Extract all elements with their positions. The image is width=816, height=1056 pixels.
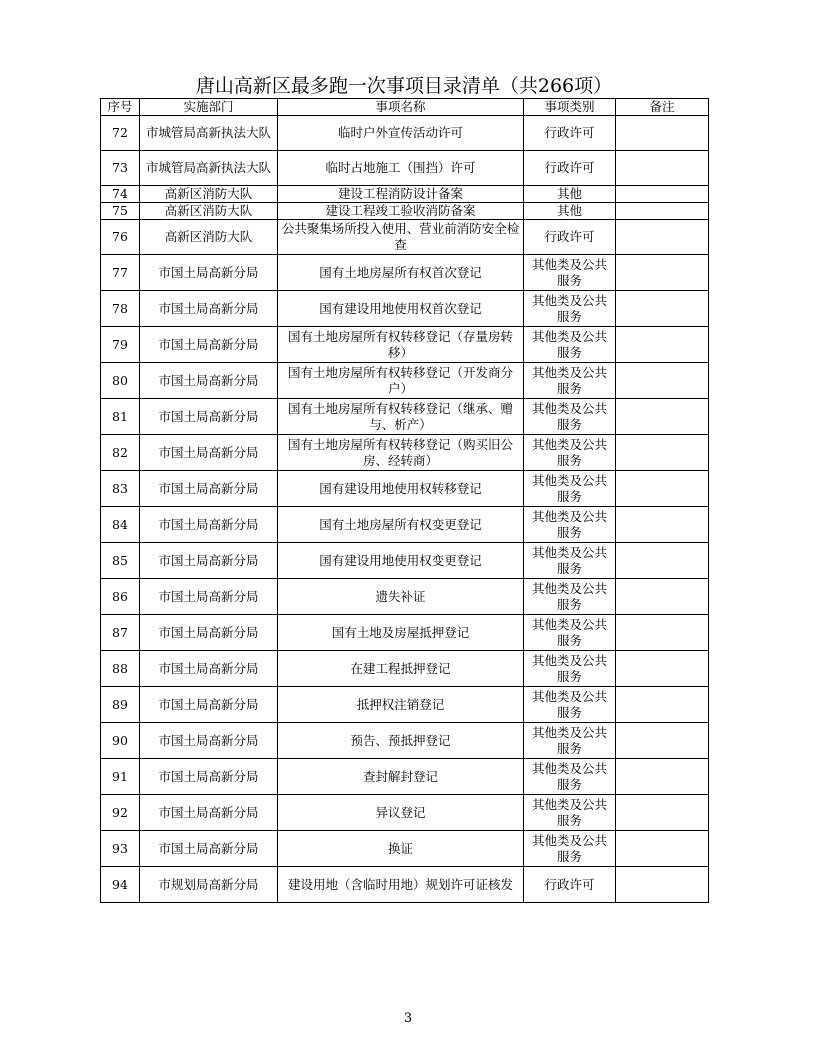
cell-type: 其他 — [524, 186, 616, 203]
cell-note — [616, 615, 709, 651]
cell-dept: 市国土局高新分局 — [140, 255, 278, 291]
table-body — [101, 116, 709, 903]
table-row — [101, 471, 709, 507]
cell-no: 81 — [101, 399, 140, 435]
cell-no: 78 — [101, 291, 140, 327]
table-row — [101, 579, 709, 615]
cell-type: 其他类及公共服务 — [524, 723, 616, 759]
table-row — [101, 831, 709, 867]
table-row — [101, 399, 709, 435]
cell-note — [616, 687, 709, 723]
table-row — [101, 363, 709, 399]
cell-dept: 高新区消防大队 — [140, 220, 278, 255]
cell-note — [616, 831, 709, 867]
cell-type: 其他类及公共服务 — [524, 543, 616, 579]
cell-dept: 市国土局高新分局 — [140, 291, 278, 327]
table-row — [101, 255, 709, 291]
cell-name: 在建工程抵押登记 — [278, 651, 524, 687]
cell-type: 其他类及公共服务 — [524, 399, 616, 435]
cell-name: 国有土地房屋所有权变更登记 — [278, 507, 524, 543]
cell-name: 临时占地施工（围挡）许可 — [278, 151, 524, 186]
table-row — [101, 759, 709, 795]
cell-no: 83 — [101, 471, 140, 507]
cell-type: 其他类及公共服务 — [524, 291, 616, 327]
header-dept: 实施部门 — [140, 99, 278, 116]
cell-note — [616, 759, 709, 795]
cell-type: 其他类及公共服务 — [524, 471, 616, 507]
cell-dept: 市国土局高新分局 — [140, 507, 278, 543]
cell-type: 行政许可 — [524, 151, 616, 186]
cell-type: 其他类及公共服务 — [524, 795, 616, 831]
cell-name: 临时户外宣传活动许可 — [278, 116, 524, 151]
cell-no: 93 — [101, 831, 140, 867]
cell-note — [616, 543, 709, 579]
cell-type: 行政许可 — [524, 220, 616, 255]
cell-no: 72 — [101, 116, 140, 151]
table-row — [101, 687, 709, 723]
cell-no: 84 — [101, 507, 140, 543]
cell-dept: 高新区消防大队 — [140, 186, 278, 203]
cell-no: 90 — [101, 723, 140, 759]
cell-no: 82 — [101, 435, 140, 471]
cell-type: 其他类及公共服务 — [524, 579, 616, 615]
cell-no: 91 — [101, 759, 140, 795]
cell-note — [616, 255, 709, 291]
cell-no: 92 — [101, 795, 140, 831]
cell-dept: 市国土局高新分局 — [140, 759, 278, 795]
cell-dept: 市国土局高新分局 — [140, 399, 278, 435]
cell-dept: 市国土局高新分局 — [140, 795, 278, 831]
cell-type: 其他类及公共服务 — [524, 507, 616, 543]
cell-no: 74 — [101, 186, 140, 203]
cell-dept: 市城管局高新执法大队 — [140, 151, 278, 186]
table-row — [101, 795, 709, 831]
cell-name: 国有土地房屋所有权转移登记（购买旧公房、经转商） — [278, 435, 524, 471]
table-row — [101, 291, 709, 327]
cell-type: 其他类及公共服务 — [524, 255, 616, 291]
cell-no: 73 — [101, 151, 140, 186]
cell-dept: 市国土局高新分局 — [140, 615, 278, 651]
cell-dept: 市城管局高新执法大队 — [140, 116, 278, 151]
cell-no: 89 — [101, 687, 140, 723]
table-row — [101, 507, 709, 543]
cell-no: 80 — [101, 363, 140, 399]
cell-name: 建设工程竣工验收消防备案 — [278, 203, 524, 220]
cell-no: 94 — [101, 867, 140, 903]
cell-name: 异议登记 — [278, 795, 524, 831]
cell-dept: 市国土局高新分局 — [140, 471, 278, 507]
cell-name: 查封解封登记 — [278, 759, 524, 795]
cell-note — [616, 867, 709, 903]
cell-name: 国有建设用地使用权变更登记 — [278, 543, 524, 579]
cell-note — [616, 579, 709, 615]
table-row — [101, 543, 709, 579]
table-row — [101, 723, 709, 759]
cell-type: 其他类及公共服务 — [524, 615, 616, 651]
cell-dept: 市国土局高新分局 — [140, 435, 278, 471]
cell-type: 其他类及公共服务 — [524, 327, 616, 363]
cell-dept: 市国土局高新分局 — [140, 327, 278, 363]
cell-type: 其他类及公共服务 — [524, 687, 616, 723]
table-row — [101, 651, 709, 687]
table-row — [101, 186, 709, 203]
cell-type: 行政许可 — [524, 116, 616, 151]
cell-name: 遗失补证 — [278, 579, 524, 615]
cell-note — [616, 291, 709, 327]
cell-type: 行政许可 — [524, 867, 616, 903]
cell-type: 其他 — [524, 203, 616, 220]
cell-name: 国有建设用地使用权首次登记 — [278, 291, 524, 327]
cell-dept: 市国土局高新分局 — [140, 363, 278, 399]
cell-type: 其他类及公共服务 — [524, 831, 616, 867]
table-header-row — [101, 99, 709, 116]
cell-name: 国有土地房屋所有权转移登记（继承、赠与、析产） — [278, 399, 524, 435]
cell-no: 77 — [101, 255, 140, 291]
header-type: 事项类别 — [524, 99, 616, 116]
cell-dept: 市国土局高新分局 — [140, 723, 278, 759]
cell-dept: 高新区消防大队 — [140, 203, 278, 220]
table-row — [101, 116, 709, 151]
table-row — [101, 220, 709, 255]
table-row — [101, 615, 709, 651]
page-number: 3 — [403, 1011, 413, 1026]
header-no: 序号 — [101, 99, 140, 116]
cell-name: 建设工程消防设计备案 — [278, 186, 524, 203]
cell-type: 其他类及公共服务 — [524, 363, 616, 399]
table-row — [101, 151, 709, 186]
cell-name: 建设用地（含临时用地）规划许可证核发 — [278, 867, 524, 903]
cell-dept: 市国土局高新分局 — [140, 651, 278, 687]
cell-note — [616, 507, 709, 543]
cell-note — [616, 327, 709, 363]
cell-note — [616, 151, 709, 186]
cell-note — [616, 186, 709, 203]
cell-type: 其他类及公共服务 — [524, 435, 616, 471]
cell-dept: 市国土局高新分局 — [140, 543, 278, 579]
cell-note — [616, 363, 709, 399]
cell-type: 其他类及公共服务 — [524, 759, 616, 795]
cell-note — [616, 471, 709, 507]
cell-note — [616, 116, 709, 151]
cell-note — [616, 203, 709, 220]
cell-note — [616, 795, 709, 831]
table-row — [101, 327, 709, 363]
cell-name: 抵押权注销登记 — [278, 687, 524, 723]
items-table — [100, 98, 709, 903]
cell-note — [616, 723, 709, 759]
cell-name: 国有土地房屋所有权转移登记（存量房转移） — [278, 327, 524, 363]
cell-name: 国有土地及房屋抵押登记 — [278, 615, 524, 651]
cell-name: 国有建设用地使用权转移登记 — [278, 471, 524, 507]
cell-name: 公共聚集场所投入使用、营业前消防安全检查 — [278, 220, 524, 255]
cell-note — [616, 220, 709, 255]
cell-name: 换证 — [278, 831, 524, 867]
cell-dept: 市国土局高新分局 — [140, 687, 278, 723]
cell-no: 75 — [101, 203, 140, 220]
table-row — [101, 867, 709, 903]
cell-no: 86 — [101, 579, 140, 615]
page-title: 唐山高新区最多跑一次事项目录清单（共266项） — [195, 75, 613, 97]
cell-type: 其他类及公共服务 — [524, 651, 616, 687]
header-note: 备注 — [616, 99, 709, 116]
header-name: 事项名称 — [278, 99, 524, 116]
cell-note — [616, 399, 709, 435]
cell-note — [616, 651, 709, 687]
cell-dept: 市规划局高新分局 — [140, 867, 278, 903]
cell-no: 76 — [101, 220, 140, 255]
cell-dept: 市国土局高新分局 — [140, 579, 278, 615]
table-row — [101, 435, 709, 471]
table-row — [101, 203, 709, 220]
cell-dept: 市国土局高新分局 — [140, 831, 278, 867]
cell-no: 88 — [101, 651, 140, 687]
cell-name: 国有土地房屋所有权转移登记（开发商分户） — [278, 363, 524, 399]
cell-no: 79 — [101, 327, 140, 363]
cell-no: 85 — [101, 543, 140, 579]
cell-no: 87 — [101, 615, 140, 651]
cell-name: 国有土地房屋所有权首次登记 — [278, 255, 524, 291]
cell-note — [616, 435, 709, 471]
cell-name: 预告、预抵押登记 — [278, 723, 524, 759]
